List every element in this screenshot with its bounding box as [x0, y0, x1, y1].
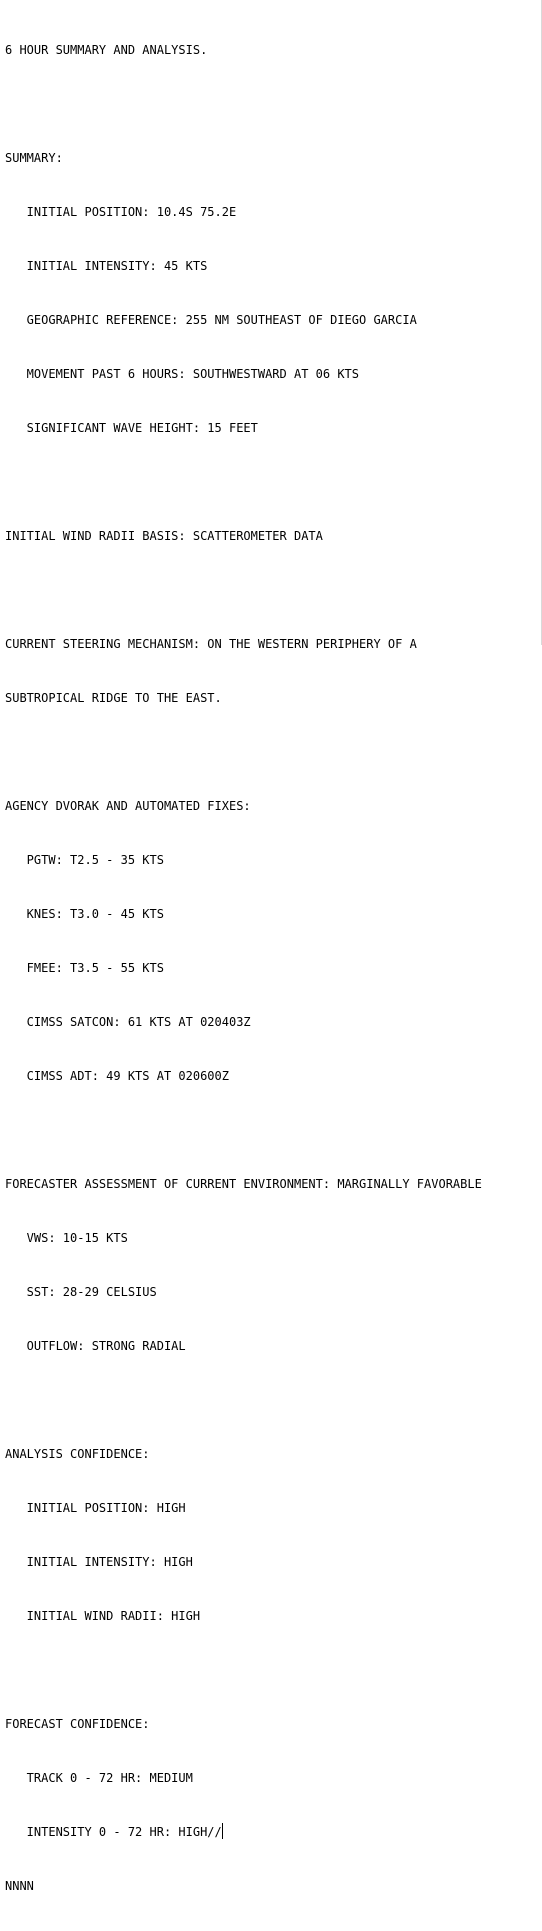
text-line	[5, 1391, 482, 1409]
text-line	[5, 1661, 482, 1679]
text-line: TRACK 0 - 72 HR: MEDIUM	[5, 1771, 193, 1785]
text-line: VWS: 10-15 KTS	[5, 1231, 128, 1245]
text-line: FORECAST CONFIDENCE:	[5, 1717, 150, 1731]
text-line: AGENCY DVORAK AND AUTOMATED FIXES:	[5, 799, 251, 813]
text-line: INITIAL INTENSITY: HIGH	[5, 1555, 193, 1569]
text-line	[5, 1121, 482, 1139]
text-line: NNNN	[5, 1879, 34, 1893]
text-line	[5, 95, 482, 113]
text-line: SUMMARY:	[5, 151, 63, 165]
text-line-with-caret	[5, 1823, 482, 1841]
text-line: INITIAL WIND RADII: HIGH	[5, 1609, 201, 1623]
text-line: CURRENT STEERING MECHANISM: ON THE WESTERN PERIPHERY OF A	[5, 637, 417, 651]
text-line: INITIAL WIND RADII BASIS: SCATTEROMETER DATA	[5, 529, 323, 543]
text-line: ANALYSIS CONFIDENCE:	[5, 1447, 150, 1461]
text-line: SIGNIFICANT WAVE HEIGHT: 15 FEET	[5, 421, 258, 435]
text-line	[5, 581, 482, 599]
text-line: INITIAL INTENSITY: 45 KTS	[5, 259, 208, 273]
text-line: FMEE: T3.5 - 55 KTS	[5, 961, 164, 975]
text-line: PGTW: T2.5 - 35 KTS	[5, 853, 164, 867]
text-line: KNES: T3.0 - 45 KTS	[5, 907, 164, 921]
text-line: CIMSS SATCON: 61 KTS AT 020403Z	[5, 1015, 251, 1029]
text-line: FORECASTER ASSESSMENT OF CURRENT ENVIRONMENT: MARGINALLY FAVORABLE	[5, 1177, 482, 1191]
text-line: 6 HOUR SUMMARY AND ANALYSIS.	[5, 43, 208, 57]
text-line: MOVEMENT PAST 6 HOURS: SOUTHWESTWARD AT 06 KTS	[5, 367, 360, 381]
text-line	[5, 743, 482, 761]
text-line: OUTFLOW: STRONG RADIAL	[5, 1339, 186, 1353]
text-line: SUBTROPICAL RIDGE TO THE EAST.	[5, 691, 222, 705]
text-line: GEOGRAPHIC REFERENCE: 255 NM SOUTHEAST OF DIEGO GARCIA	[5, 313, 417, 327]
text-line: INTENSITY 0 - 72 HR: HIGH//	[5, 1825, 222, 1839]
document-body[interactable]	[5, 5, 482, 1931]
text-cursor	[222, 1823, 223, 1839]
text-line: INITIAL POSITION: 10.4S 75.2E	[5, 205, 237, 219]
text-line: CIMSS ADT: 49 KTS AT 020600Z	[5, 1069, 229, 1083]
text-line: SST: 28-29 CELSIUS	[5, 1285, 157, 1299]
text-line	[5, 473, 482, 491]
text-line: INITIAL POSITION: HIGH	[5, 1501, 186, 1515]
